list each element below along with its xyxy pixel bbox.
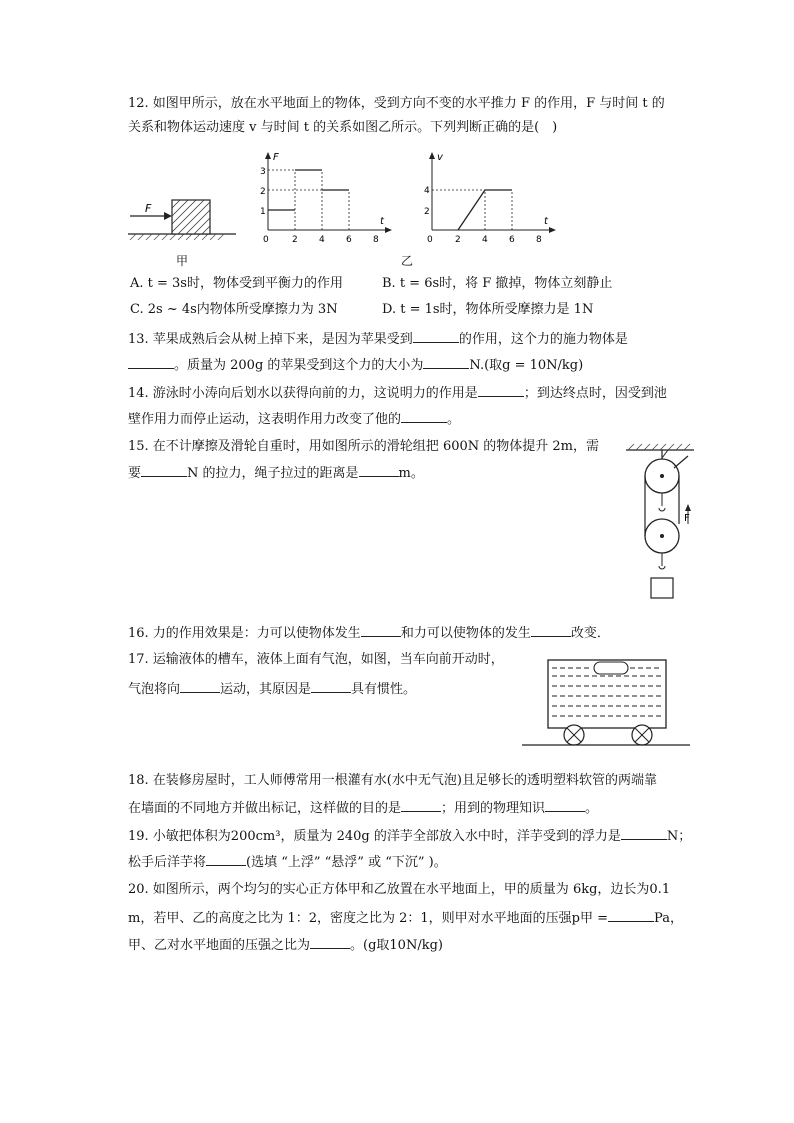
q14-text: 14. 游泳时小涛向后划水以获得向前的力，这说明力的作用是 [128, 386, 478, 401]
g2-xtick: 0 [427, 235, 433, 245]
q15-blank-1[interactable] [141, 462, 187, 477]
g1-ytick: 2 [260, 187, 266, 197]
g2-segment [458, 190, 485, 230]
q20-text: 。(g取10N/kg) [350, 938, 443, 953]
q17-line2 [128, 678, 416, 700]
q12-option-d: D. t = 1s时，物体所受摩擦力是 1N [382, 302, 594, 317]
fig-label-jia: 甲 [176, 254, 189, 268]
g1-xlabel: t [380, 216, 384, 227]
q14-text: 壁作用力而停止运动，这表明作用力改变了他的 [128, 412, 402, 427]
q14-text: 。 [447, 412, 461, 427]
q17-blank-1[interactable] [180, 678, 220, 693]
q17-text: 气泡将向 [128, 682, 181, 697]
q12-graph-velocity-time [422, 146, 562, 246]
g1-xtick: 4 [319, 235, 325, 245]
q20-text: m，若甲、乙的高度之比为 1：2，密度之比为 2：1，则甲对水平地面的压强p甲 = [128, 911, 609, 926]
g1-xtick: 2 [292, 235, 298, 245]
q15-text: 要 [128, 466, 142, 481]
q12-graph-force-time [258, 146, 398, 246]
q15-pulley-figure [622, 446, 702, 602]
q12-line1: 12. 如图甲所示，放在水平地面上的物体，受到方向不变的水平推力 F 的作用，F 与时间 t 的 [128, 96, 665, 111]
g1-ytick: 1 [260, 207, 266, 217]
q13-line2 [128, 354, 583, 376]
q13-blank-3[interactable] [423, 354, 469, 369]
g2-ytick: 4 [424, 186, 430, 196]
g1-xtick: 0 [263, 235, 269, 245]
q20-text: 甲、乙对水平地面的压强之比为 [128, 938, 311, 953]
g2-ylabel: v [437, 152, 443, 163]
q15-text: N 的拉力，绳子拉过的距离是 [187, 466, 359, 481]
q19-blank-1[interactable] [621, 825, 667, 840]
q20-line3 [128, 934, 443, 956]
q19-text: N； [666, 829, 692, 844]
g1-ylabel: F [273, 152, 279, 163]
q19-line1 [128, 825, 691, 847]
q19-text: 松手后洋芋将 [128, 855, 207, 870]
q16-blank-2[interactable] [531, 622, 571, 637]
q15-line1: 15. 在不计摩擦及滑轮自重时，用如图所示的滑轮组把 600N 的物体提升 2m，需 [128, 439, 599, 454]
g1-ytick: 3 [260, 167, 266, 177]
q14-line2 [128, 408, 460, 430]
q13-text: 13. 苹果成熟后会从树上掉下来，是因为苹果受到 [128, 332, 413, 347]
g2-xtick: 2 [455, 235, 461, 245]
q18-blank-1[interactable] [401, 797, 441, 812]
q20-blank-1[interactable] [608, 907, 654, 922]
q19-line2 [128, 851, 447, 873]
q13-text: 。质量为 200g 的苹果受到这个力的大小为 [174, 358, 424, 373]
q19-text: (选填 “上浮” “悬浮” 或 “下沉” )。 [246, 855, 447, 870]
q19-blank-2[interactable] [206, 851, 246, 866]
q12-figure-jia [128, 190, 238, 250]
q18-text: 在墙面的不同地方并做出标记，这样做的目的是 [128, 801, 402, 816]
q17-tank-truck-figure [522, 656, 692, 748]
q14-text: ；到达终点时，因受到池 [523, 386, 667, 401]
g1-xtick: 8 [373, 235, 379, 245]
q13-line1 [128, 328, 628, 350]
q17-line1: 17. 运输液体的槽车，液体上面有气泡，如图，当车向前开动时， [128, 652, 504, 667]
q20-text: Pa， [654, 911, 683, 926]
q18-line1: 18. 在装修房屋时，工人师傅常用一根灌有水(水中无气泡)且足够长的透明塑料软管的两端靠 [128, 773, 657, 788]
q17-text: 运动，其原因是 [220, 682, 312, 697]
q20-line1: 20. 如图所示，两个均匀的实心正方体甲和乙放置在水平地面上，甲的质量为 6kg，边长为0.1 [128, 882, 671, 897]
q14-line1 [128, 382, 667, 404]
q17-blank-2[interactable] [311, 678, 351, 693]
q13-text: 的作用，这个力的施力物体是 [458, 332, 628, 347]
q15-blank-2[interactable] [359, 462, 399, 477]
q13-blank-2[interactable] [128, 354, 174, 369]
q14-blank-1[interactable] [478, 382, 524, 397]
q14-blank-2[interactable] [401, 408, 447, 423]
q18-text: 。 [585, 801, 599, 816]
q16-blank-1[interactable] [361, 622, 401, 637]
g1-xtick: 6 [346, 235, 352, 245]
q12-option-c: C. 2s ~ 4s内物体所受摩擦力为 3N [130, 302, 338, 317]
q16-text: 和力可以使物体的发生 [400, 626, 531, 641]
pulley-force-label: F [684, 513, 690, 524]
g2-xtick: 8 [536, 235, 542, 245]
q16-line1 [128, 622, 610, 644]
q18-line2 [128, 797, 598, 819]
q17-text: 具有惯性。 [351, 682, 417, 697]
q13-blank-1[interactable] [413, 328, 459, 343]
g2-xtick: 4 [482, 235, 488, 245]
g2-ytick: 2 [424, 207, 430, 217]
q16-text: 16. 力的作用效果是：力可以使物体发生 [128, 626, 361, 641]
q12-option-b: B. t = 6s时，将 F 撤掉，物体立刻静止 [382, 276, 613, 291]
q18-blank-2[interactable] [545, 797, 585, 812]
g2-xlabel: t [544, 216, 548, 227]
q20-blank-2[interactable] [310, 934, 350, 949]
q19-text: 19. 小敏把体积为200cm³，质量为 240g 的洋芋全部放入水中时，洋芋受到的浮力是 [128, 829, 621, 844]
force-label: F [145, 202, 152, 215]
q18-text: ；用到的物理知识 [441, 801, 546, 816]
fig-label-yi: 乙 [401, 254, 414, 268]
q12-line2: 关系和物体运动速度 v 与时间 t 的关系如图乙所示。下列判断正确的是( ) [128, 120, 558, 135]
q15-line2 [128, 462, 424, 484]
q12-option-a: A. t = 3s时，物体受到平衡力的作用 [130, 276, 343, 291]
g2-xtick: 6 [509, 235, 515, 245]
q13-text: N.(取g = 10N/kg) [469, 358, 584, 373]
q16-text: 改变． [570, 626, 610, 641]
q20-line2 [128, 907, 683, 929]
q15-text: m。 [398, 466, 424, 481]
